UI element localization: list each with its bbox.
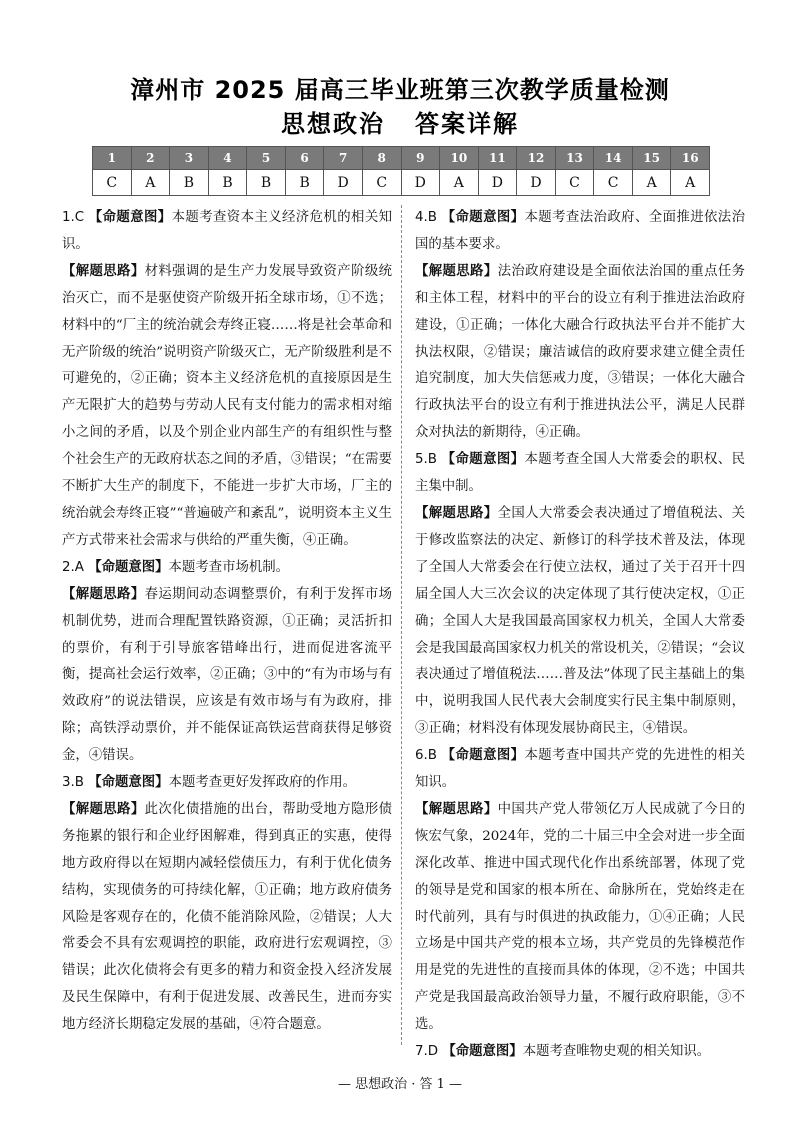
question-explanation <box>62 555 392 770</box>
question-number-cell: 15 <box>632 147 671 170</box>
question-number-cell: 14 <box>594 147 633 170</box>
question-number-cell: 1 <box>93 147 132 170</box>
reasoning-text: 全国人大常委会表决通过了增值税法、关于修改监察法的决定、新修订的科学技术普及法，体现了全国人大常委会在行使立法权，通过了关于召开十四届全国人大三次会议的决定体现了其行使决定权，①正确；全国人大是我国最高国家权力机关，全国人大常委会是我国最高国家权力机关的常设机关，②错误；“会议表决通过了增值税法……普及法”体现了民主基础上的集中，说明我国人民代表大会制度实行民主集中制原则，③正确；材料没有体现发展协商民主，④错误。 <box>415 505 745 737</box>
answer-cell: D <box>401 170 440 196</box>
intent-text: 本题考查更好发挥政府的作用。 <box>168 775 357 791</box>
reasoning-label: 【解题思路】 <box>62 801 145 817</box>
intent-label: 【命题意图】 <box>88 210 172 225</box>
reasoning-label: 【解题思路】 <box>62 586 145 602</box>
intent-paragraph <box>62 555 392 582</box>
question-explanation <box>415 743 745 1039</box>
question-head: 1.C <box>62 210 89 225</box>
answer-table-number-row <box>93 147 710 170</box>
intent-text: 本题考查全国人大常委会的职权、民主集中制。 <box>415 452 746 495</box>
intent-label: 【命题意图】 <box>441 210 525 225</box>
column-divider <box>401 205 402 1045</box>
answer-cell: B <box>247 170 286 196</box>
question-explanation <box>62 205 392 555</box>
answer-cell: A <box>131 170 170 196</box>
right-column <box>415 205 745 1066</box>
question-number-cell: 8 <box>362 147 401 170</box>
question-head: 4.B <box>415 210 442 225</box>
reasoning-paragraph <box>62 797 392 1039</box>
reasoning-paragraph <box>415 797 745 1039</box>
intent-paragraph <box>415 743 745 797</box>
intent-paragraph <box>415 205 745 259</box>
answer-table <box>92 146 710 196</box>
reasoning-text: 春运期间动态调整票价，有利于发挥市场机制优势，进而合理配置铁路资源，①正确；灵活折扣的票价，有利于引导旅客错峰出行，进而促进客流平衡，提高社会运行效率，②正确；③中的“有为市场与有效政府”的说法错误，应该是有效市场与有为政府，排除；高铁浮动票价，并不能保证高铁运营商获得足够资金，④错误。 <box>62 586 392 764</box>
intent-paragraph <box>62 770 392 797</box>
answer-detail-label: 答案详解 <box>415 110 519 138</box>
answer-cell: B <box>208 170 247 196</box>
intent-text: 本题考查法治政府、全面推进依法治国的基本要求。 <box>415 210 746 252</box>
answer-table-answer-row <box>93 170 710 196</box>
left-column <box>62 205 392 1039</box>
answer-cell: C <box>555 170 594 196</box>
question-number-cell: 3 <box>170 147 209 170</box>
intent-label: 【命题意图】 <box>442 1044 523 1060</box>
reasoning-label: 【解题思路】 <box>415 505 498 521</box>
question-number-cell: 4 <box>208 147 247 170</box>
intent-paragraph <box>415 1039 745 1066</box>
page-footer: — 思想政治 · 答 1 — <box>337 1077 463 1092</box>
intent-text: 本题考查唯物史观的相关知识。 <box>522 1044 711 1060</box>
question-explanation <box>415 447 745 743</box>
answer-cell: D <box>324 170 363 196</box>
answer-cell: C <box>93 170 132 196</box>
question-number-cell: 9 <box>401 147 440 170</box>
reasoning-label: 【解题思路】 <box>415 801 498 817</box>
question-head: 6.B <box>415 748 442 764</box>
reasoning-text: 此次化债措施的出台，帮助受地方隐形债务拖累的银行和企业纾困解难，得到真正的实惠，使得地方政府得以在短期内减轻偿债压力，有利于优化债务结构，实现债务的可持续化解，①正确；地方政府债务风险是客观存在的，化债不能消除风险，②错误；人大常委会不具有宏观调控的职能，政府进行宏观调控，③错误；此次化债将会有更多的精力和资金投入经济发展及民生保障中，有利于促进发展、改善民生，进而夯实地方经济长期稳定发展的基础，④符合题意。 <box>62 801 392 1033</box>
answer-cell: A <box>671 170 710 196</box>
question-number-cell: 5 <box>247 147 286 170</box>
question-explanation <box>415 205 745 447</box>
question-head: 3.B <box>62 775 89 791</box>
intent-paragraph <box>62 205 392 259</box>
question-head: 5.B <box>415 452 442 468</box>
intent-paragraph <box>415 447 745 501</box>
question-number-cell: 10 <box>440 147 479 170</box>
subject-label: 思想政治 <box>281 110 385 138</box>
reasoning-paragraph <box>62 582 392 770</box>
reasoning-label: 【解题思路】 <box>62 263 145 279</box>
reasoning-text: 材料强调的是生产力发展导致资产阶级统治灭亡，而不是驱使资产阶级开拓全球市场，①不选；材料中的“厂主的统治就会寿终正寝……将是社会革命和无产阶级的统治”说明资产阶级灭亡，无产阶级胜利是不可避免的，②正确；资本主义经济危机的直接原因是生产无限扩大的趋势与劳动人民有支付能力的需求相对缩小之间的矛盾，以及个别企业内部生产的有组织性与整个社会生产的无政府状态之间的矛盾，③错误；“在需要不断扩大生产的制度下，不能进一步扩大市场，厂主的统治就会寿终正寝”“普遍破产和紊乱”，说明资本主义生产方式带来社会需求与供给的严重失衡，④正确。 <box>62 263 392 548</box>
intent-text: 本题考查市场机制。 <box>168 559 290 575</box>
question-number-cell: 11 <box>478 147 517 170</box>
answer-cell: B <box>170 170 209 196</box>
question-explanation <box>62 770 392 1039</box>
answer-cell: D <box>478 170 517 196</box>
reasoning-paragraph <box>415 501 745 743</box>
intent-label: 【命题意图】 <box>88 559 169 575</box>
intent-text: 本题考查资本主义经济危机的相关知识。 <box>62 210 393 252</box>
answer-cell: A <box>632 170 671 196</box>
question-explanation <box>415 1039 745 1066</box>
question-number-cell: 12 <box>517 147 556 170</box>
question-number-cell: 2 <box>131 147 170 170</box>
intent-label: 【命题意图】 <box>441 452 525 468</box>
answer-cell: A <box>440 170 479 196</box>
reasoning-label: 【解题思路】 <box>415 263 498 279</box>
intent-text: 本题考查中国共产党的先进性的相关知识。 <box>415 748 746 791</box>
reasoning-text: 中国共产党人带领亿万人民成就了今日的恢宏气象，2024年，党的二十届三中全会对进一步全面深化改革、推进中国式现代化作出系统部署，体现了党的领导是党和国家的根本所在、命脉所在，党始终走在时代前列，具有与时俱进的执政能力，①④正确；人民立场是中国共产党的根本立场，共产党员的先锋模范作用是党的先进性的直接而具体的体现，②不选；中国共产党是我国最高政治领导力量，不履行政府职能，③不选。 <box>415 801 745 1033</box>
page-title: 漳州市 2025 届高三毕业班第三次教学质量检测 <box>130 76 670 104</box>
intent-label: 【命题意图】 <box>441 748 525 764</box>
question-number-cell: 7 <box>324 147 363 170</box>
question-number-cell: 16 <box>671 147 710 170</box>
answer-cell: C <box>594 170 633 196</box>
answer-cell: B <box>285 170 324 196</box>
question-number-cell: 6 <box>285 147 324 170</box>
question-head: 7.D <box>415 1044 443 1060</box>
reasoning-paragraph <box>62 259 392 555</box>
answer-cell: D <box>517 170 556 196</box>
answer-cell: C <box>362 170 401 196</box>
question-head: 2.A <box>62 559 89 575</box>
reasoning-text: 法治政府建设是全面依法治国的重点任务和主体工程，材料中的平台的设立有利于推进法治政府建设，①正确；一体化大融合行政执法平台并不能扩大执法权限，②错误；廉洁诚信的政府要求建立健全责任追究制度，加大失信惩戒力度，③错误；一体化大融合行政执法平台的设立有利于推进执法公平，满足人民群众对执法的新期待，④正确。 <box>415 263 745 441</box>
reasoning-paragraph <box>415 259 745 447</box>
question-number-cell: 13 <box>555 147 594 170</box>
intent-label: 【命题意图】 <box>88 775 169 791</box>
page-subtitle <box>0 104 800 139</box>
